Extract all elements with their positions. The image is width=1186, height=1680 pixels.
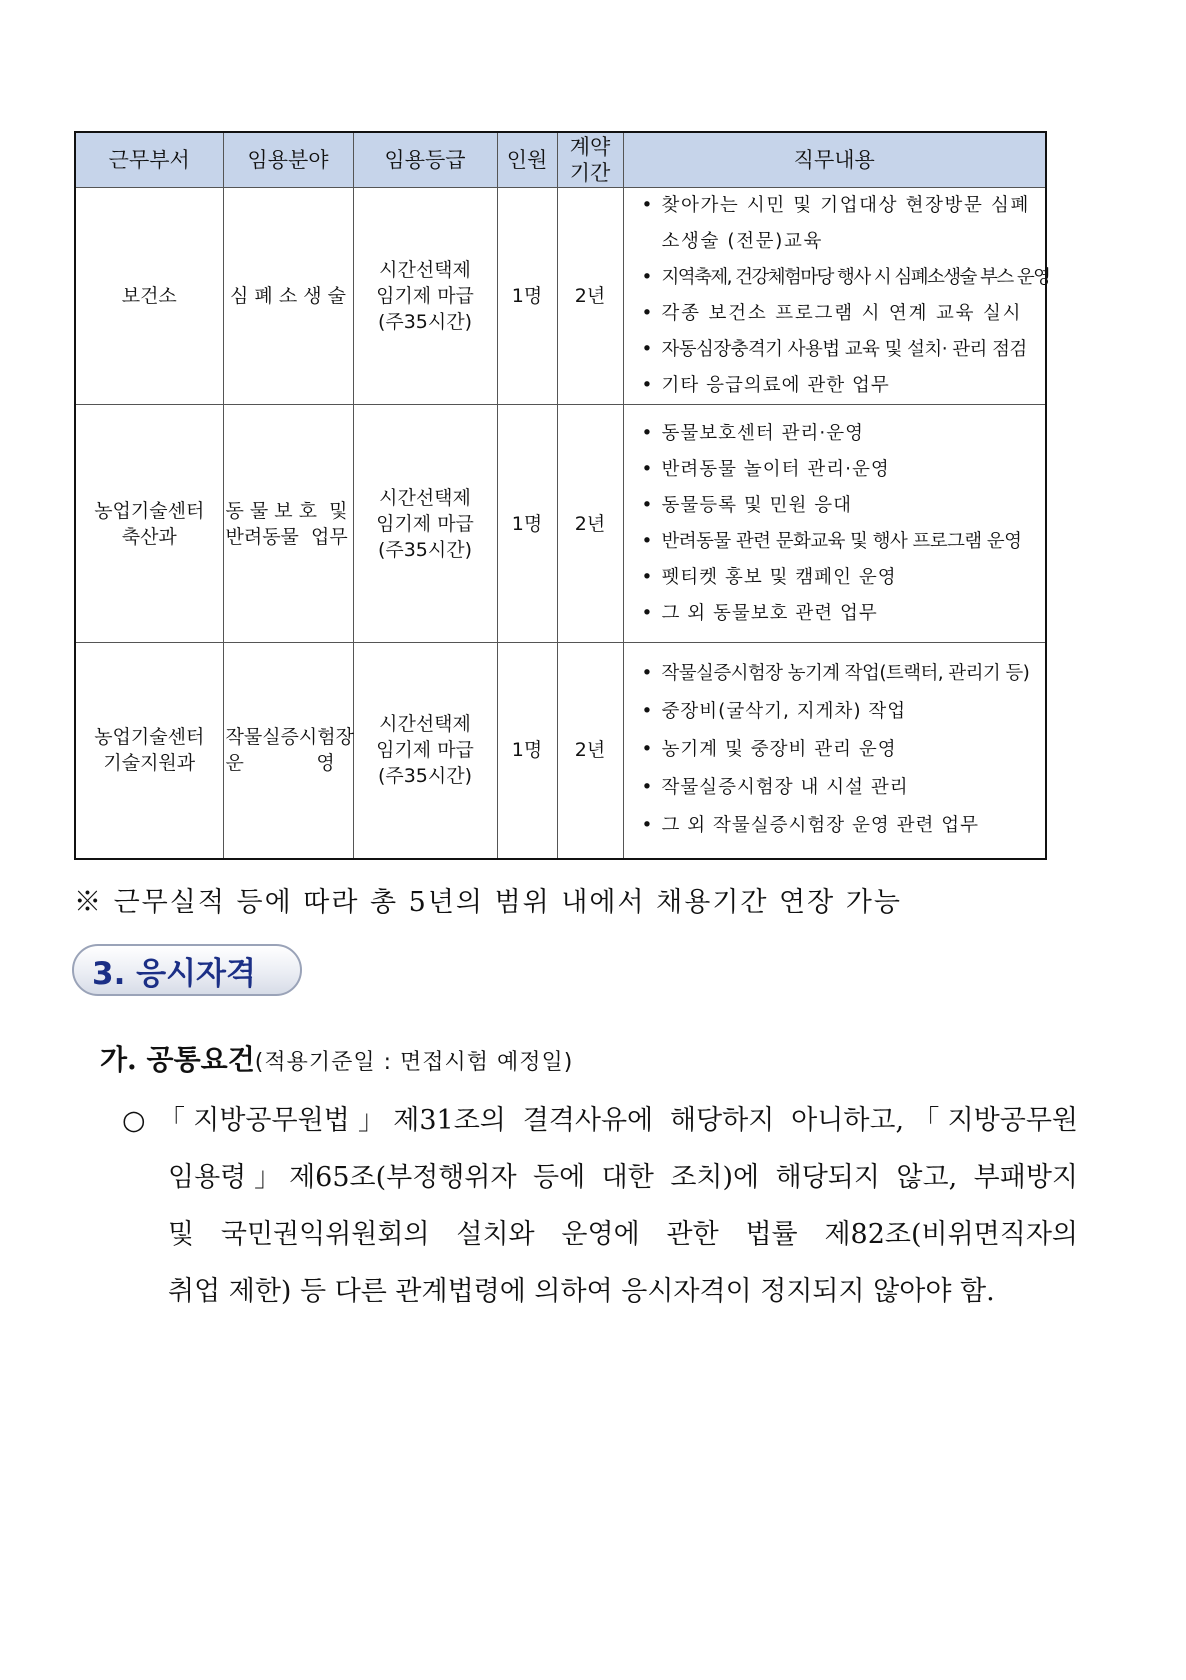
list-item: • 작물실증시험장 내 시설 관리 xyxy=(642,769,1044,807)
table-header-row xyxy=(75,132,1046,188)
cell-dept: 농업기술센터 기술지원과 xyxy=(75,643,223,859)
list-item: • 기타 응급의료에 관한 업무 xyxy=(642,368,1044,404)
list-item: • 찾아가는 시민 및 기업대상 현장방문 심폐소생술 (전문)교육 xyxy=(642,188,1044,260)
cell-grade: 시간선택제 임기제 마급 (주35시간) xyxy=(353,643,497,859)
cell-dept: 보건소 xyxy=(75,188,223,405)
list-item: • 농기계 및 중장비 관리 운영 xyxy=(642,731,1044,769)
list-item: • 펫티켓 홍보 및 캠페인 운영 xyxy=(642,560,1044,596)
circle-bullet-icon: ○ xyxy=(122,1105,146,1136)
list-item: • 자동심장충격기 사용법 교육 및 설치· 관리 점검 xyxy=(642,332,1044,368)
list-item: • 동물보호센터 관리·운영 xyxy=(642,416,1044,452)
cell-duties xyxy=(623,643,1046,859)
paragraph-line: 및 국민권익위원회의 설치와 운영에 관한 법률 제82조(비위면직자의 xyxy=(168,1219,1078,1250)
cell-period: 2년 xyxy=(557,188,623,405)
header-field: 임용분야 xyxy=(223,132,353,188)
table-row xyxy=(75,188,1046,405)
cell-grade: 시간선택제 임기제 마급 (주35시간) xyxy=(353,188,497,405)
list-item: • 반려동물 관련 문화교육 및 행사 프로그램 운영 xyxy=(642,524,1044,560)
list-item: • 지역축제, 건강체험마당 행사 시 심폐소생술 부스 운영 xyxy=(642,260,1044,296)
header-dept: 근무부서 xyxy=(75,132,223,188)
qualification-paragraph xyxy=(118,1092,1078,1320)
cell-count: 1명 xyxy=(497,188,557,405)
extension-note: ※ 근무실적 등에 따라 총 5년의 범위 내에서 채용기간 연장 가능 xyxy=(74,887,902,918)
list-item: • 각종 보건소 프로그램 시 연계 교육 실시 xyxy=(642,296,1044,332)
list-item: • 그 외 동물보호 관련 업무 xyxy=(642,596,1044,632)
list-item: • 동물등록 및 민원 응대 xyxy=(642,488,1044,524)
cell-field: 심 폐 소 생 술 xyxy=(223,188,353,405)
header-period: 계약 기간 xyxy=(557,132,623,188)
section-title: 3. 응시자격 xyxy=(92,955,256,992)
section-title-badge xyxy=(72,944,302,996)
cell-period: 2년 xyxy=(557,405,623,643)
cell-field: 작물실증시험장 운 영 xyxy=(223,643,353,859)
cell-period: 2년 xyxy=(557,643,623,859)
duty-list xyxy=(624,416,1046,632)
cell-duties xyxy=(623,405,1046,643)
duty-list xyxy=(624,188,1050,404)
paragraph-line: 임용령」제65조(부정행위자 등에 대한 조치)에 해당되지 않고, 부패방지 xyxy=(168,1162,1078,1193)
subsection-heading xyxy=(100,1038,573,1078)
subsection-title: 가. 공통요건 xyxy=(100,1043,255,1076)
cell-field: 동 물 보 호 및 반려동물 업무 xyxy=(223,405,353,643)
cell-dept: 농업기술센터 축산과 xyxy=(75,405,223,643)
header-duties: 직무내용 xyxy=(623,132,1046,188)
paragraph-line: 취업 제한) 등 다른 관계법령에 의하여 응시자격이 정지되지 않아야 함. xyxy=(168,1276,995,1307)
cell-grade: 시간선택제 임기제 마급 (주35시간) xyxy=(353,405,497,643)
list-item: • 작물실증시험장 농기계 작업(트랙터, 관리기 등) xyxy=(642,655,1044,693)
header-count: 인원 xyxy=(497,132,557,188)
subsection-note: (적용기준일 : 면접시험 예정일) xyxy=(254,1050,574,1075)
header-grade: 임용등급 xyxy=(353,132,497,188)
list-item: • 중장비(굴삭기, 지게차) 작업 xyxy=(642,693,1044,731)
cell-duties xyxy=(623,188,1050,405)
table-row xyxy=(75,405,1046,643)
cell-count: 1명 xyxy=(497,405,557,643)
job-table xyxy=(74,131,1050,860)
cell-count: 1명 xyxy=(497,643,557,859)
paragraph-line: 「지방공무원법」제31조의 결격사유에 해당하지 아니하고,「지방공무원 xyxy=(158,1105,1078,1136)
duty-list xyxy=(624,655,1046,845)
table-row xyxy=(75,643,1046,859)
list-item: • 그 외 작물실증시험장 운영 관련 업무 xyxy=(642,807,1044,845)
list-item: • 반려동물 놀이터 관리·운영 xyxy=(642,452,1044,488)
